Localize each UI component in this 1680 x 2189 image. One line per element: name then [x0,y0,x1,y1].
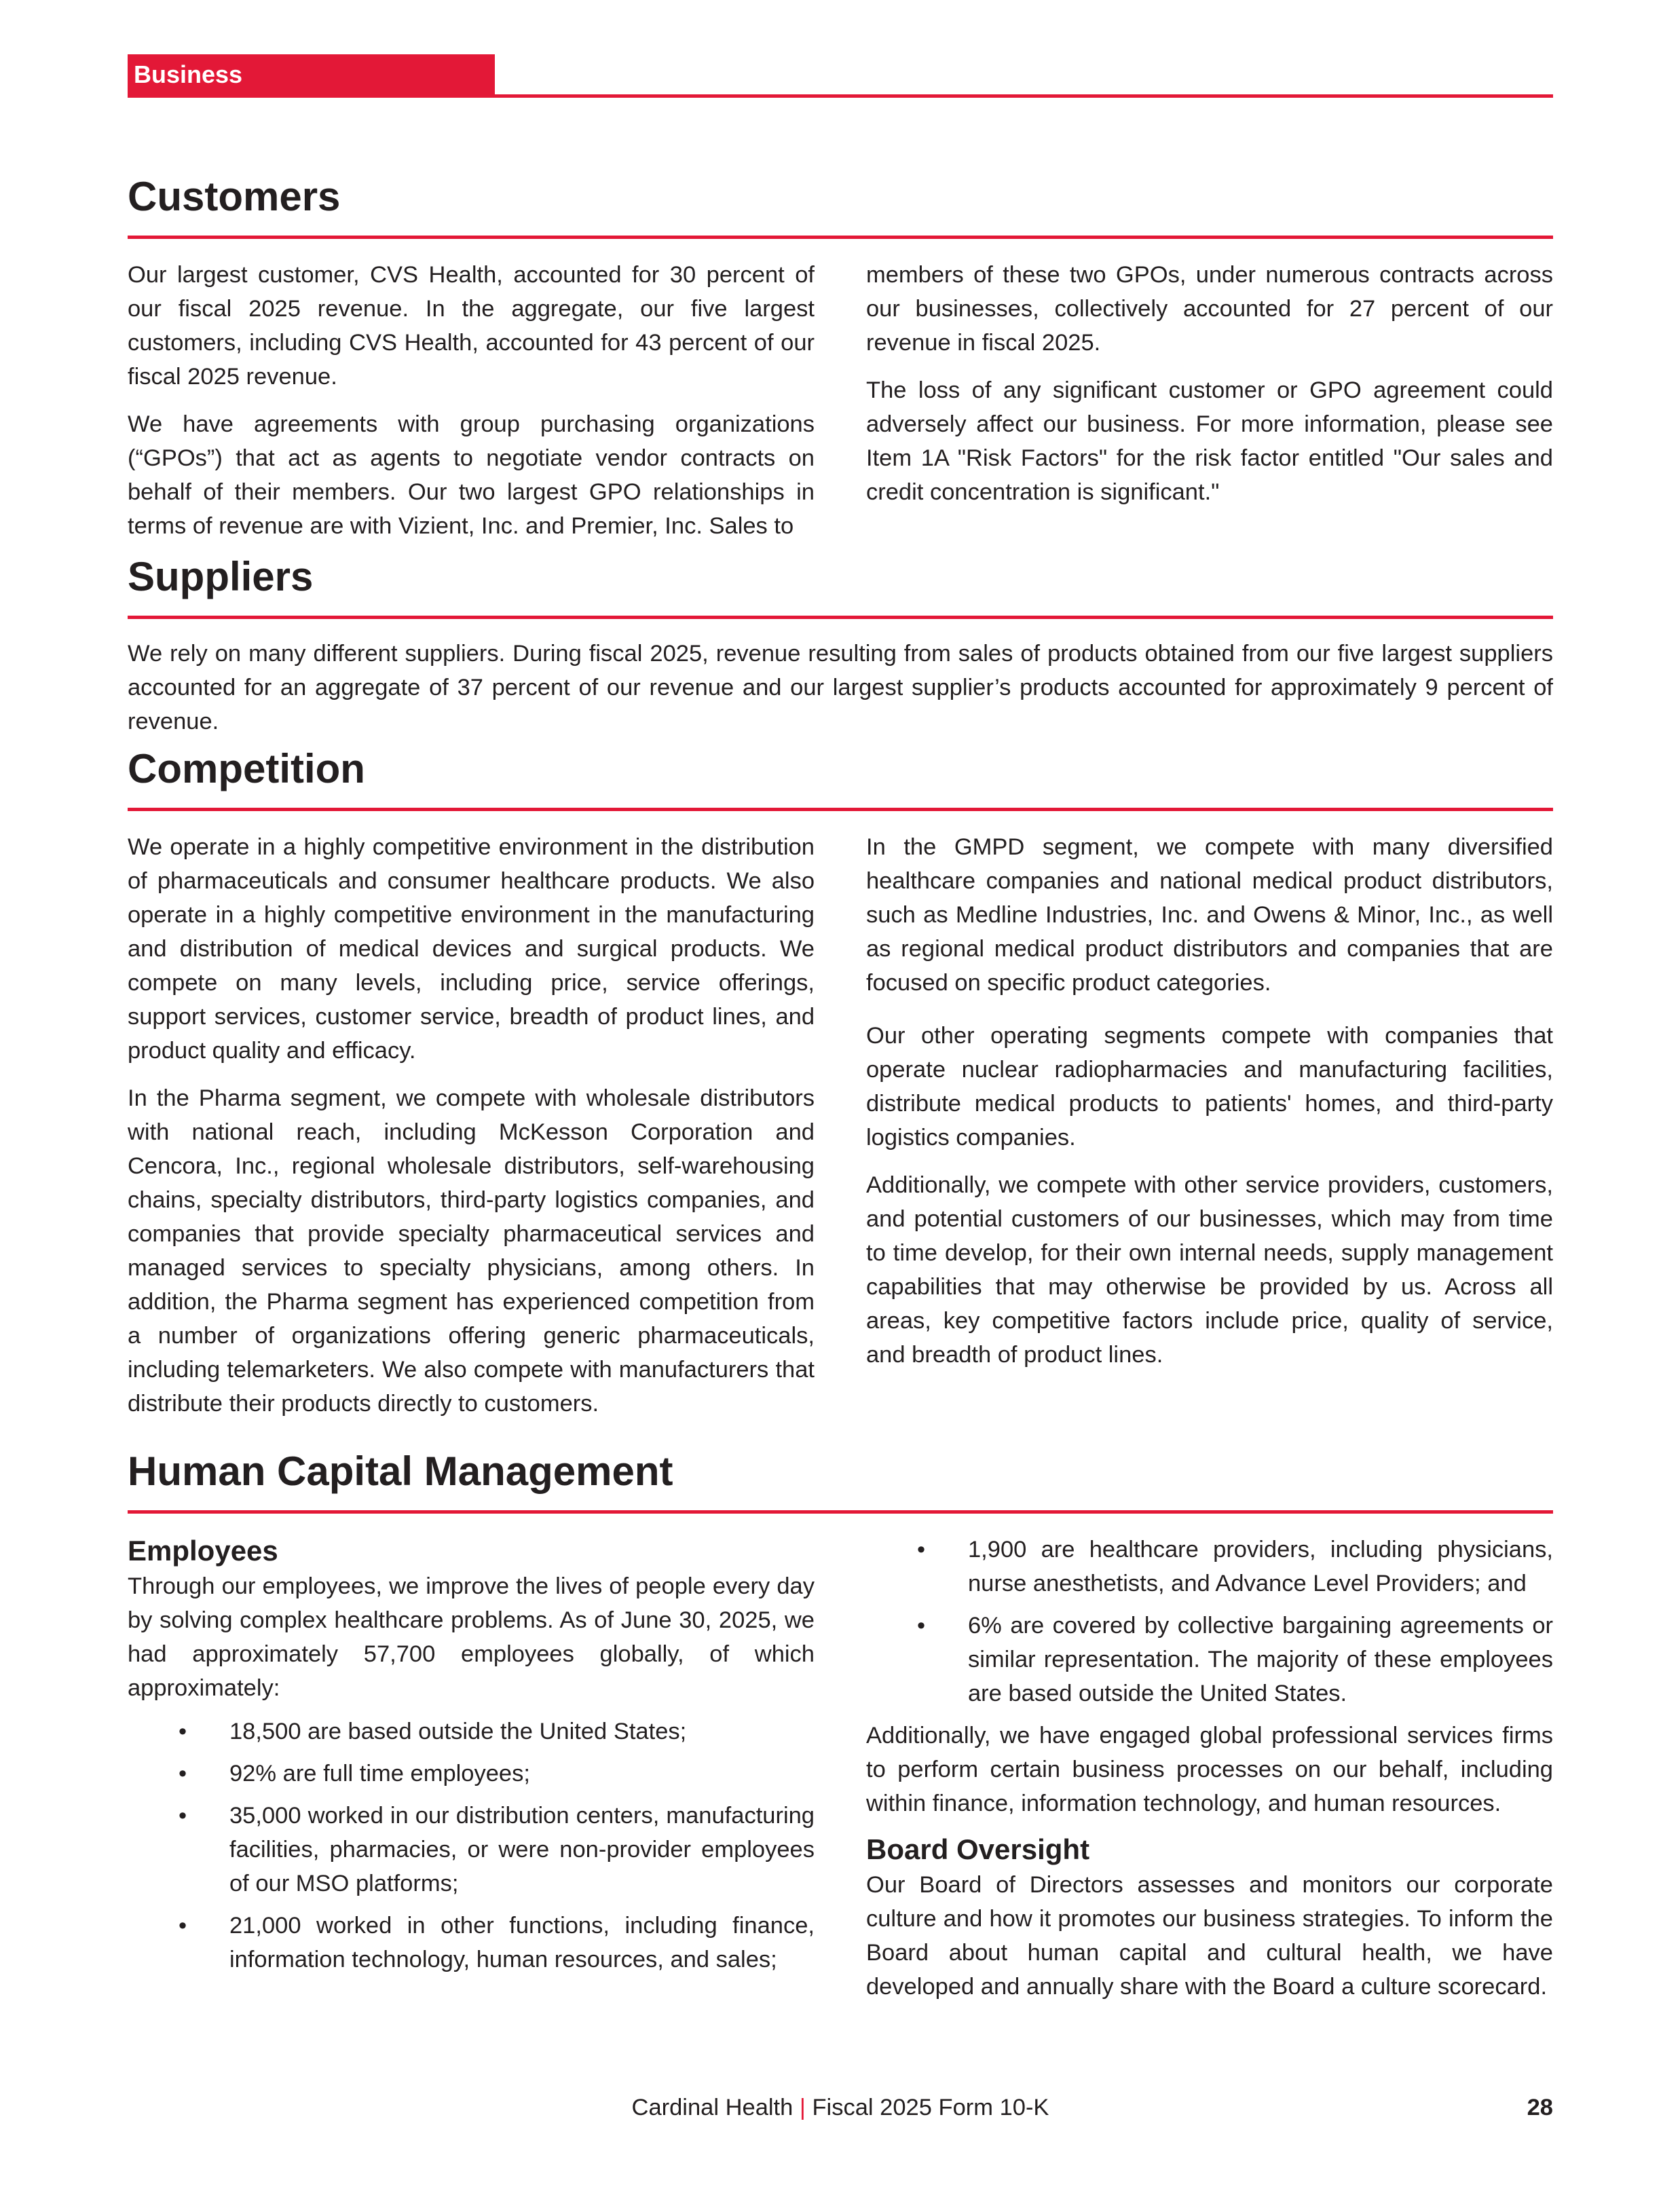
list-item [866,1609,1553,1710]
competition-paragraph: We operate in a highly competitive environment in the distribution of pharmaceuticals and consumer healthcare products. We also operate in a highly competitive environment in the manufacturing and distribution of medical devices and surgical products. We compete on many levels, including price, service offerings, support services, customer service, breadth of product lines, and product quality and efficacy. [128,834,815,1064]
board-oversight-heading: Board Oversight [866,1833,1090,1865]
list-item [128,1715,815,1748]
competition-paragraph: In the Pharma segment, we compete with wholesale distributors with national reach, including McKesson Corporation and Cencora, Inc., regional wholesale distributors, self-warehousing chains, specialty distributors, third-party logistics companies, and companies that provide specialty pharmaceutical services and managed services to specialty physicians, among others. In addition, the Pharma segment has experienced competition from a number of organizations offering generic pharmaceuticals, including telemarketers. We also compete with manufacturers that distribute their products directly to customers. [128,1085,815,1417]
human-capital-left-column [128,1533,815,2004]
suppliers-title: Suppliers [128,554,314,599]
list-item-text: 21,000 worked in other functions, including finance, information technology, human resources, and sales; [229,1913,815,1972]
employees-bullet-list-continued [866,1533,1553,1710]
list-item-text: 6% are covered by collective bargaining agreements or similar representation. The majority of these employees are based outside the United States. [968,1613,1553,1706]
list-item [866,1533,1553,1601]
list-item [128,1757,815,1791]
customers-left-column [128,258,815,543]
competition-left-column [128,830,815,1421]
employees-bullet-list [128,1715,815,1977]
human-capital-columns [128,1533,1553,2004]
footer-document: Fiscal 2025 Form 10-K [812,2095,1049,2120]
competition-paragraph: Additionally, we compete with other service providers, customers, and potential customers of our businesses, which may from time to time develop, for their own internal needs, supply management capabilities that may otherwise be provided by us. Across all areas, key competitive factors include price, quality of service, and breadth of product lines. [866,1172,1553,1368]
bullet-icon: • [917,1613,926,1639]
competition-paragraph: In the GMPD segment, we compete with many diversified healthcare companies and national medical product distributors, such as Medline Industries, Inc. and Owens & Minor, Inc., as well as regional medical product distributors and companies that are focused on specific product categories. [866,834,1553,996]
list-item [128,1909,815,1977]
list-item [128,1799,815,1901]
section-tag: Business [128,54,495,95]
bullet-icon: • [917,1537,926,1563]
suppliers-paragraph: We rely on many different suppliers. During fiscal 2025, revenue resulting from sales of products obtained from our five largest suppliers accounted for an aggregate of 37 percent of our revenue and our largest supplier’s products accounted for approximately 9 percent of revenue. [128,641,1553,734]
competition-title: Competition [128,746,365,791]
bullet-icon: • [179,1803,187,1829]
footer-company: Cardinal Health [631,2095,794,2120]
competition-columns [128,830,1553,1421]
list-item-text: 1,900 are healthcare providers, including physicians, nurse anesthetists, and Advance Level Providers; and [968,1537,1553,1596]
bullet-icon: • [179,1913,187,1939]
customers-title: Customers [128,174,341,219]
section-tag-bar [128,54,1553,98]
customers-paragraph: The loss of any significant customer or GPO agreement could adversely affect our business. For more information, please see Item 1A "Risk Factors" for the risk factor entitled "Our sales and credit concentration is significant." [866,377,1553,505]
page-number: 28 [1527,2095,1553,2120]
customers-paragraph: members of these two GPOs, under numerous contracts across our businesses, collectively accounted for 27 percent of our revenue in fiscal 2025. [866,262,1553,356]
customers-right-column [866,258,1553,543]
list-item-text: 35,000 worked in our distribution centers, manufacturing facilities, pharmacies, or were non-provider employees of our MSO platforms; [229,1803,815,1896]
list-item-text: 92% are full time employees; [229,1761,530,1786]
competition-paragraph: Our other operating segments compete with companies that operate nuclear radiopharmacies and manufacturing facilities, distribute medical products to patients' homes, and third-party logistics companies. [866,1023,1553,1150]
page [128,54,1553,2004]
customers-paragraph: Our largest customer, CVS Health, accounted for 30 percent of our fiscal 2025 revenue. In the aggregate, our five largest customers, including CVS Health, accounted for 43 percent of our fiscal 2025 revenue. [128,262,815,390]
bullet-icon: • [179,1719,187,1744]
board-oversight-paragraph: Our Board of Directors assesses and monitors our corporate culture and how it promotes our business strategies. To inform the Board about human capital and cultural health, we have developed and annually share with the Board a culture scorecard. [866,1872,1553,2000]
employees-heading: Employees [128,1535,278,1567]
bullet-icon: • [179,1761,187,1786]
employees-intro: Through our employees, we improve the lives of people every day by solving complex healthcare problems. As of June 30, 2025, we had approximately 57,700 employees globally, of which approximately: [128,1573,815,1701]
footer-title [128,2091,1553,2125]
list-item-text: 18,500 are based outside the United States; [229,1719,687,1744]
page-footer [128,2091,1553,2125]
human-capital-title: Human Capital Management [128,1448,673,1494]
customers-columns [128,258,1553,543]
employees-additional: Additionally, we have engaged global professional services firms to perform certain business processes on our behalf, including within finance, information technology, and human resources. [866,1723,1553,1816]
competition-right-column [866,830,1553,1421]
customers-paragraph: We have agreements with group purchasing organizations (“GPOs”) that act as agents to negotiate vendor contracts on behalf of their members. Our two largest GPO relationships in terms of revenue are with Vizient, Inc. and Premier, Inc. Sales to [128,411,815,539]
footer-separator: | [799,2095,806,2120]
human-capital-right-column [866,1533,1553,2004]
